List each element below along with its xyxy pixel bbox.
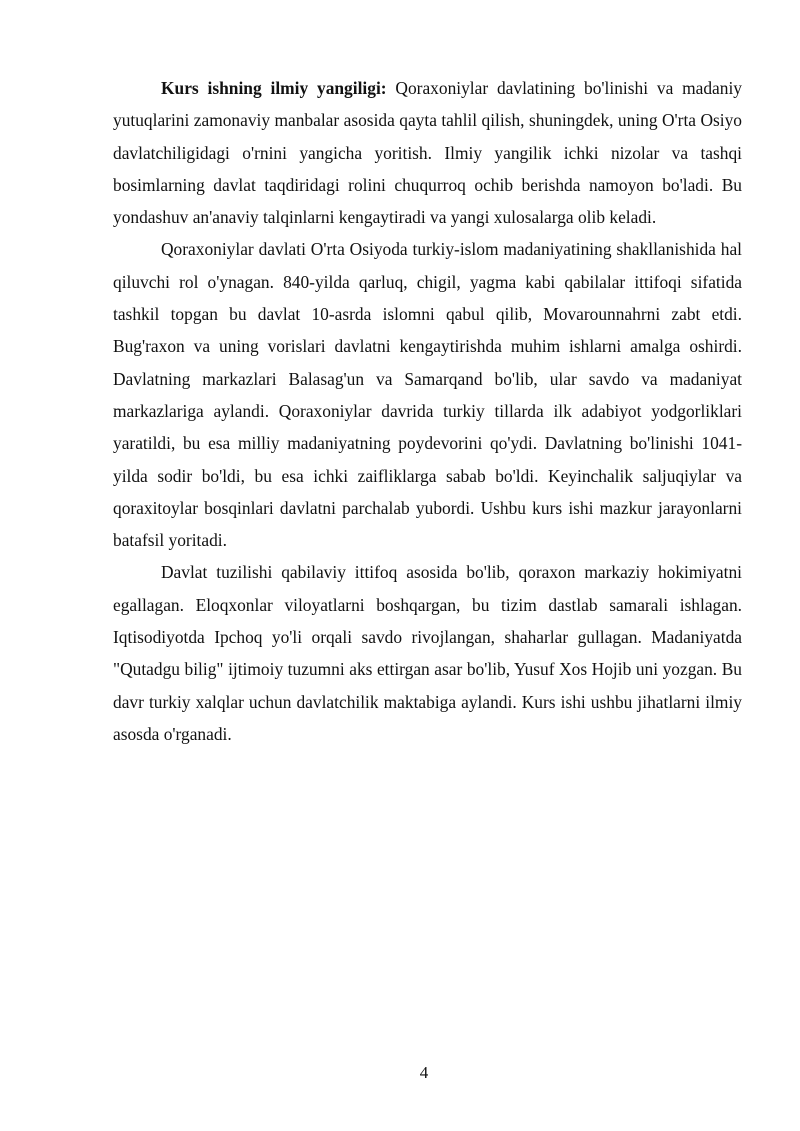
paragraph-lead-heading: Kurs ishning ilmiy yangiligi: [161,78,387,98]
paragraph-qarakhanid-state: Qoraxoniylar davlati O'rta Osiyoda turkiy-islom madaniyatining shakllanishida hal qiluvchi rol o'ynagan. 840-yilda qarluq, chigil, yagma kabi qabilalar ittifoqi sifatida tashkil topgan bu davlat 10-asrda islomni qabul qilib, Movarounnahrni zabt etdi. Bug'raxon va uning vorislari davlatni kengaytirishda muhim ishlarni amalga oshirdi. Davlatning markazlari Balasag'un va Samarqand bo'lib, ular savdo va madaniyat markazlariga aylandi. Qoraxoniylar davrida turkiy tillarda ilk adabiyot yodgorliklari yaratildi, bu esa milliy madaniyatning poydevorini qo'ydi. Davlatning bo'linishi 1041-yilda sodir bo'ldi, bu esa ichki zaifliklarga sabab bo'ldi. Keyinchalik saljuqiylar va qoraxitoylar bosqinlari davlatni parchalab yubordi. Ushbu kurs ishi mazkur jarayonlarni batafsil yoritadi. [113,239,742,551]
page-number: 4 [419,1063,429,1082]
paragraph-state-structure: Davlat tuzilishi qabilaviy ittifoq asosida bo'lib, qoraxon markaziy hokimiyatni egallagan. Eloqxonlar viloyatlarni boshqargan, bu tizim dastlab samarali ishlagan. Iqtisodiyotda Ipchoq yo'li orqali savdo rivojlangan, shaharlar gullagan. Madaniyatda "Qutadgu bilig" ijtimoiy tuzumni aks ettirgan asar bo'lib, Yusuf Xos Hojib uni yozgan. Bu davr turkiy xalqlar uchun davlatchilik maktabiga aylandi. Kurs ishi ushbu jihatlarni ilmiy asosda o'rganadi. [113,562,742,744]
paragraph-scientific-novelty [113,72,742,233]
paragraph-text: Qoraxoniylar davlatining bo'linishi va madaniy yutuqlarini zamonaviy manbalar asosida qayta tahlil qilish, shuningdek, uning O'rta Osiyo davlatchiligidagi o'rnini yangicha yoritish. Ilmiy yangilik ichki nizolar va tashqi bosimlarning davlat taqdiridagi rolini chuqurroq ochib berishda namoyon bo'ladi. Bu yondashuv an'anaviy talqinlarni kengaytiradi va yangi xulosalarga olib keladi. [113,78,742,228]
document-page [113,72,742,750]
